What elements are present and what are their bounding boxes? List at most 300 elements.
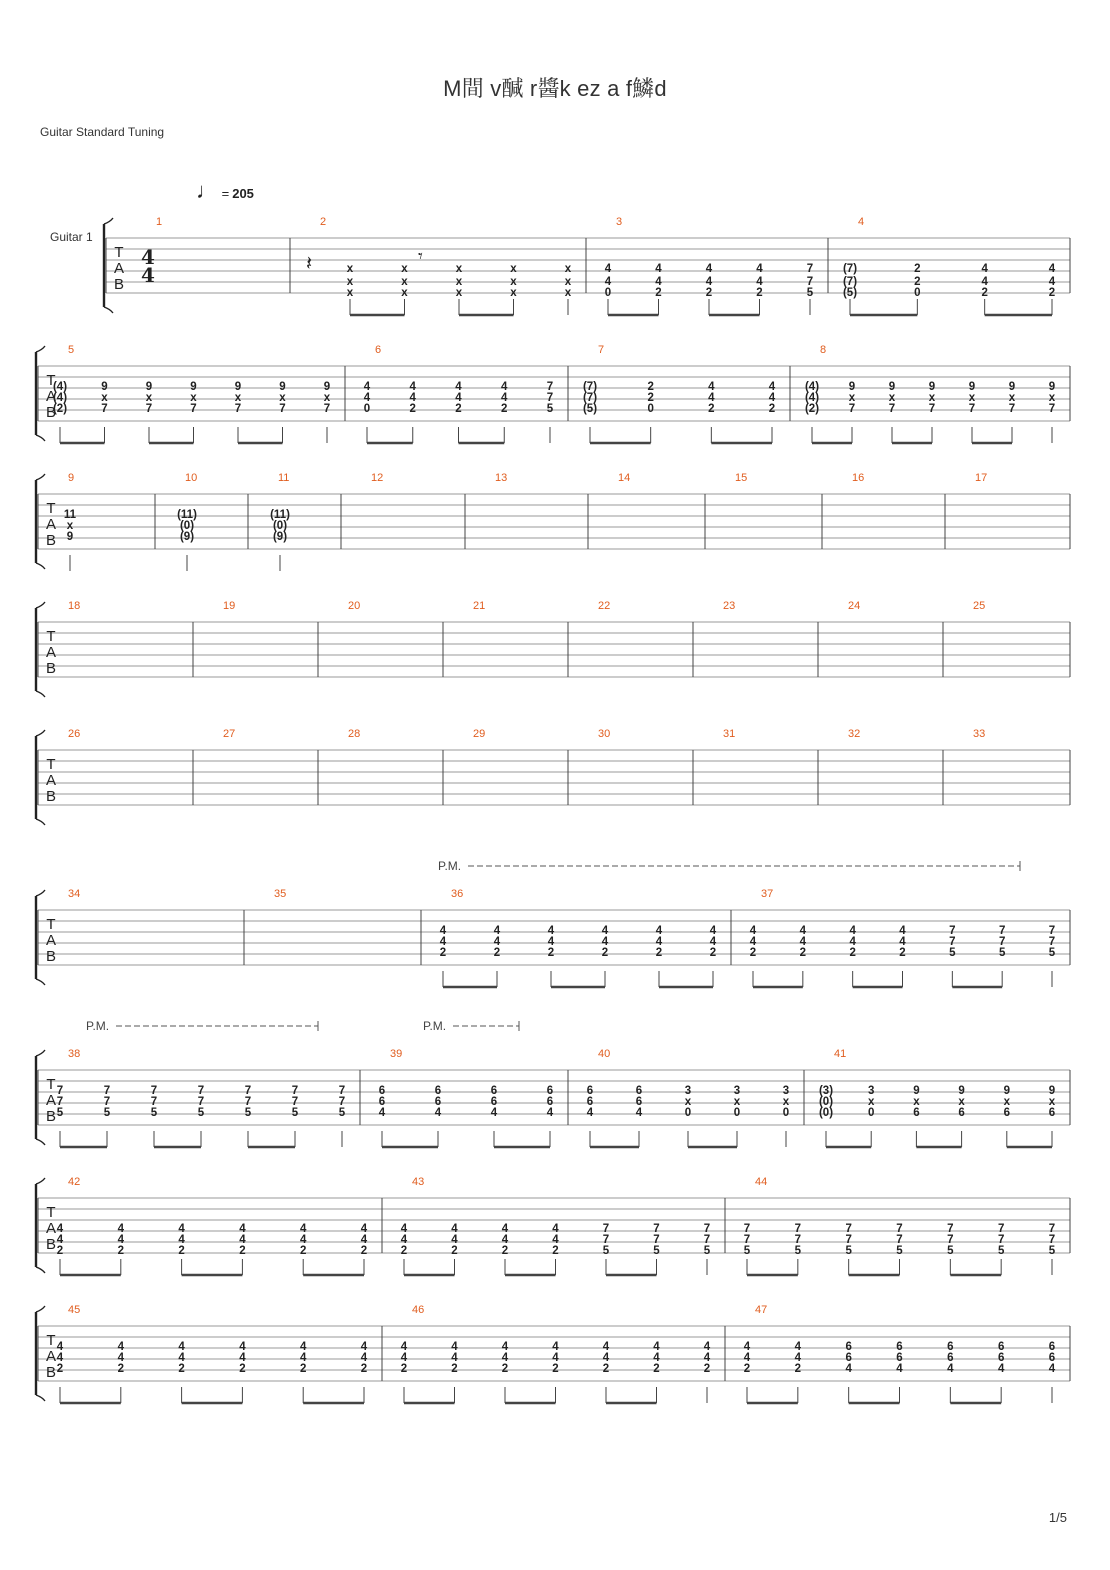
fret-number: 4: [434, 1107, 442, 1119]
fret-number: x: [1048, 392, 1056, 404]
fret-number: 7: [888, 403, 896, 415]
fret-number: 2: [647, 381, 654, 393]
song-title: M間 v醎 r醬k ez a f鱗d: [443, 76, 667, 101]
fret-number: 6: [845, 1352, 852, 1364]
fret-number: 4: [794, 1341, 802, 1353]
fret-number: 0: [867, 1107, 875, 1119]
measure-number: 33: [973, 728, 986, 740]
fret-number: 2: [743, 1363, 751, 1375]
fret-number: 7: [291, 1096, 299, 1108]
fret-number: 7: [845, 1223, 852, 1235]
fret-number: 0: [733, 1107, 741, 1119]
measure-number: 16: [852, 472, 865, 484]
fret-number: 6: [1048, 1341, 1056, 1353]
fret-number: 2: [601, 947, 609, 959]
fret-number: x: [401, 287, 408, 299]
fret-number: 4: [768, 381, 776, 393]
fret-number: 4: [56, 1223, 64, 1235]
fret-number: 6: [586, 1096, 594, 1108]
fret-number: 4: [400, 1223, 408, 1235]
fret-number: 2: [756, 287, 763, 299]
fret-number: 4: [239, 1341, 246, 1353]
tab-clef-t: T: [46, 756, 56, 773]
fret-number: 7: [806, 263, 814, 275]
fret-number: 5: [896, 1245, 903, 1257]
fret-number: x: [279, 392, 286, 404]
measure-number: 38: [68, 1048, 81, 1060]
fret-number: 4: [299, 1352, 307, 1364]
fret-number: 3: [733, 1085, 741, 1097]
measure-number: 31: [723, 728, 736, 740]
fret-number: 4: [178, 1352, 185, 1364]
bracket-cap-bottom: [36, 435, 45, 441]
fret-number: 2: [914, 263, 921, 275]
fret-number: 4: [439, 925, 447, 937]
fret-number: 9: [279, 381, 286, 393]
tab-clef-t: T: [46, 1332, 56, 1349]
fret-number: (7): [842, 276, 858, 288]
fret-number: 4: [117, 1352, 125, 1364]
measure-number: 20: [348, 600, 361, 612]
tab-clef-t: T: [46, 628, 56, 645]
measure-number: 44: [755, 1176, 768, 1188]
fret-number: x: [782, 1096, 790, 1108]
fret-number: 2: [552, 1363, 559, 1375]
fret-number: 9: [101, 381, 108, 393]
measure-number: 26: [68, 728, 81, 740]
tab-clef-a: A: [45, 644, 57, 661]
fret-number: 6: [896, 1341, 903, 1353]
fret-number: x: [848, 392, 856, 404]
fret-number: 7: [279, 403, 286, 415]
fret-number: 9: [1048, 1085, 1056, 1097]
fret-number: 2: [552, 1245, 559, 1257]
measure-number: 46: [412, 1304, 425, 1316]
fret-number: 9: [928, 381, 936, 393]
fret-number: 7: [794, 1234, 802, 1246]
fret-number: x: [323, 392, 331, 404]
measure-number: 40: [598, 1048, 611, 1060]
fret-number: 7: [323, 403, 331, 415]
fret-number: 4: [602, 1352, 610, 1364]
fret-number: x: [510, 263, 517, 275]
tab-clef-a: A: [45, 1348, 57, 1365]
fret-number: 4: [997, 1363, 1005, 1375]
fret-number: 2: [455, 403, 462, 415]
fret-number: 7: [56, 1085, 64, 1097]
time-signature-top: 4: [141, 245, 155, 269]
fret-number: 7: [653, 1223, 660, 1235]
fret-number: 2: [360, 1363, 368, 1375]
fret-number: 0: [363, 403, 371, 415]
fret-number: 4: [705, 276, 713, 288]
measure-number: 8: [820, 344, 827, 356]
fret-number: 7: [845, 1234, 852, 1246]
fret-number: (5): [842, 287, 858, 299]
fret-number: 4: [239, 1234, 246, 1246]
fret-number: x: [564, 263, 572, 275]
fret-number: (0): [179, 520, 195, 532]
fret-number: 4: [1048, 276, 1056, 288]
bracket-cap-top: [36, 890, 45, 896]
fret-number: 4: [899, 936, 906, 948]
fret-number: (0): [818, 1096, 834, 1108]
measure-number: 34: [68, 888, 81, 900]
fret-number: 0: [782, 1107, 790, 1119]
fret-number: 2: [178, 1363, 185, 1375]
tab-staff-system: [36, 600, 1070, 697]
measure-number: 21: [473, 600, 486, 612]
measure-number: 45: [68, 1304, 81, 1316]
eighth-rest-icon: 𝄾: [418, 246, 423, 267]
fret-number: 7: [949, 925, 956, 937]
fret-number: 4: [501, 1223, 509, 1235]
bracket-cap-bottom: [36, 1395, 45, 1401]
fret-number: (3): [818, 1085, 834, 1097]
measure-number: 29: [473, 728, 486, 740]
fret-number: 4: [749, 925, 757, 937]
fret-number: 2: [117, 1363, 125, 1375]
tab-staff-system: [36, 1304, 1070, 1403]
tab-clef-a: A: [45, 1092, 57, 1109]
fret-number: 0: [914, 287, 921, 299]
tempo-equals: =: [221, 186, 230, 201]
fret-number: 9: [234, 381, 242, 393]
measure-number: 7: [598, 344, 605, 356]
fret-number: 6: [997, 1341, 1005, 1353]
measure-number: 19: [223, 600, 236, 612]
fret-number: (2): [52, 403, 68, 415]
fret-number: 9: [968, 381, 976, 393]
fret-number: 5: [103, 1107, 111, 1119]
fret-number: 6: [958, 1107, 965, 1119]
fret-number: 11: [63, 509, 77, 521]
fret-number: 6: [635, 1085, 643, 1097]
fret-number: 6: [913, 1107, 920, 1119]
fret-number: 6: [896, 1352, 903, 1364]
fret-number: 9: [958, 1085, 965, 1097]
fret-number: 7: [806, 276, 814, 288]
fret-number: 7: [602, 1223, 610, 1235]
fret-number: 2: [493, 947, 501, 959]
fret-number: 3: [684, 1085, 692, 1097]
measure-number: 10: [185, 472, 198, 484]
fret-number: x: [733, 1096, 741, 1108]
fret-number: 7: [703, 1234, 711, 1246]
fret-number: 9: [1008, 381, 1016, 393]
fret-number: 2: [705, 287, 713, 299]
fret-number: 4: [1048, 1363, 1056, 1375]
measure-number: 22: [598, 600, 611, 612]
fret-number: x: [1008, 392, 1016, 404]
measure-number: 24: [848, 600, 861, 612]
tab-clef-t: T: [46, 500, 56, 517]
fret-number: 4: [546, 1107, 554, 1119]
fret-number: x: [928, 392, 936, 404]
fret-number: 7: [197, 1085, 205, 1097]
fret-number: 4: [849, 936, 856, 948]
fret-number: 4: [947, 1363, 954, 1375]
fret-number: x: [510, 276, 517, 288]
fret-number: 4: [360, 1352, 368, 1364]
tab-clef-a: A: [45, 932, 57, 949]
tab-staff-system: [36, 472, 1070, 571]
fret-number: 7: [101, 403, 108, 415]
bracket-cap-top: [36, 474, 45, 480]
fret-number: 4: [501, 1234, 509, 1246]
measure-number: 42: [68, 1176, 81, 1188]
fret-number: 2: [981, 287, 988, 299]
fret-number: 4: [653, 1341, 660, 1353]
tab-clef-b: B: [45, 788, 57, 805]
fret-number: 2: [299, 1245, 307, 1257]
bracket-cap-top: [36, 346, 45, 352]
fret-number: 5: [653, 1245, 660, 1257]
fret-number: 7: [743, 1223, 751, 1235]
tab-staff-system: [104, 216, 1070, 315]
fret-number: 2: [117, 1245, 125, 1257]
tab-clef-b: B: [113, 276, 125, 293]
fret-number: 6: [586, 1085, 594, 1097]
fret-number: 7: [997, 1234, 1005, 1246]
fret-number: 4: [299, 1341, 307, 1353]
fret-number: 6: [434, 1085, 442, 1097]
fret-number: 2: [653, 1363, 660, 1375]
fret-number: 4: [899, 925, 906, 937]
fret-number: 4: [490, 1107, 498, 1119]
fret-number: 4: [655, 276, 662, 288]
fret-number: 9: [145, 381, 153, 393]
fret-number: 2: [239, 1363, 246, 1375]
fret-number: 7: [197, 1096, 205, 1108]
tab-clef-a: A: [45, 772, 57, 789]
fret-number: 6: [947, 1352, 954, 1364]
tempo-bpm: 205: [232, 186, 254, 201]
measure-number: 12: [371, 472, 384, 484]
fret-number: 2: [709, 947, 717, 959]
tab-staff-system: [36, 1048, 1070, 1147]
fret-number: 6: [635, 1096, 643, 1108]
palm-mute-label: P.M.: [86, 1019, 110, 1033]
fret-number: 5: [794, 1245, 802, 1257]
fret-number: 7: [998, 936, 1006, 948]
fret-number: 2: [501, 403, 508, 415]
measure-number: 11: [278, 472, 290, 484]
fret-number: x: [66, 520, 74, 532]
fret-number: x: [234, 392, 242, 404]
fret-number: 2: [56, 1245, 64, 1257]
fret-number: 7: [546, 392, 554, 404]
measure-number: 2: [320, 216, 327, 228]
fret-number: 4: [501, 381, 508, 393]
fret-number: 7: [244, 1096, 252, 1108]
bracket-cap-top: [36, 602, 45, 608]
fret-number: 4: [845, 1363, 852, 1375]
fret-number: 7: [896, 1234, 903, 1246]
page-number: 1/5: [1048, 1510, 1067, 1525]
fret-number: (5): [582, 403, 598, 415]
fret-number: 7: [291, 1085, 299, 1097]
fret-number: 4: [799, 925, 807, 937]
fret-number: (4): [52, 392, 68, 404]
fret-number: 7: [998, 925, 1006, 937]
measure-number: 1: [156, 216, 163, 228]
fret-number: 2: [794, 1363, 802, 1375]
fret-number: 3: [867, 1085, 875, 1097]
fret-number: 7: [150, 1085, 158, 1097]
fret-number: 4: [455, 381, 462, 393]
fret-number: 4: [363, 381, 371, 393]
fret-number: 2: [178, 1245, 185, 1257]
fret-number: 5: [546, 403, 554, 415]
fret-number: 2: [647, 392, 654, 404]
palm-mute-marking: [86, 1019, 318, 1033]
fret-number: 7: [338, 1085, 346, 1097]
fret-number: 4: [849, 925, 856, 937]
fret-number: 6: [490, 1085, 498, 1097]
fret-number: x: [101, 392, 108, 404]
fret-number: 7: [145, 403, 153, 415]
fret-number: 9: [913, 1085, 920, 1097]
tab-staff-system: [36, 888, 1070, 987]
fret-number: (4): [804, 381, 820, 393]
fret-number: 4: [299, 1234, 307, 1246]
quarter-note-icon: ♩: [196, 178, 218, 203]
fret-number: 4: [451, 1341, 458, 1353]
fret-number: x: [1048, 1096, 1056, 1108]
bracket-cap-top: [104, 218, 113, 224]
fret-number: x: [888, 392, 896, 404]
bracket-cap-bottom: [36, 1139, 45, 1145]
fret-number: 4: [451, 1223, 458, 1235]
tab-clef-a: A: [45, 1220, 57, 1237]
fret-number: 7: [997, 1223, 1005, 1235]
tab-clef-b: B: [45, 1364, 57, 1381]
fret-number: 4: [601, 925, 609, 937]
fret-number: 4: [1048, 263, 1056, 275]
fret-number: 4: [451, 1234, 458, 1246]
fret-number: 4: [360, 1341, 368, 1353]
fret-number: 6: [947, 1341, 954, 1353]
fret-number: 4: [708, 381, 715, 393]
palm-mute-marking: [423, 1019, 519, 1033]
fret-number: x: [564, 276, 572, 288]
fret-number: 4: [709, 936, 717, 948]
fret-number: 7: [244, 1085, 252, 1097]
fret-number: 5: [949, 947, 956, 959]
fret-number: 9: [1003, 1085, 1011, 1097]
fret-number: 5: [703, 1245, 711, 1257]
fret-number: 7: [968, 403, 976, 415]
fret-number: 7: [1048, 1234, 1056, 1246]
fret-number: 0: [604, 287, 612, 299]
fret-number: 5: [291, 1107, 299, 1119]
fret-number: x: [968, 392, 976, 404]
fret-number: 7: [653, 1234, 660, 1246]
fret-number: 2: [400, 1245, 408, 1257]
fret-number: 7: [848, 403, 856, 415]
fret-number: 7: [103, 1096, 111, 1108]
fret-number: 4: [56, 1341, 64, 1353]
fret-number: 2: [749, 947, 757, 959]
fret-number: 4: [378, 1107, 386, 1119]
fret-number: 4: [178, 1341, 185, 1353]
fret-number: 5: [998, 947, 1006, 959]
fret-number: 7: [703, 1223, 711, 1235]
fret-number: 4: [604, 263, 612, 275]
fret-number: 7: [947, 1223, 954, 1235]
measure-number: 27: [223, 728, 236, 740]
measure-number: 36: [451, 888, 464, 900]
fret-number: (4): [52, 381, 68, 393]
fret-number: 2: [400, 1363, 408, 1375]
fret-number: 5: [602, 1245, 610, 1257]
tab-clef-t: T: [46, 1204, 56, 1221]
fret-number: 7: [1048, 403, 1056, 415]
tab-staff-system: [36, 344, 1070, 443]
fret-number: 4: [705, 263, 713, 275]
fret-number: 7: [234, 403, 242, 415]
fret-number: 7: [190, 403, 197, 415]
fret-number: 5: [947, 1245, 954, 1257]
fret-number: 3: [782, 1085, 790, 1097]
fret-number: 4: [409, 392, 416, 404]
measure-number: 3: [616, 216, 623, 228]
fret-number: 0: [647, 403, 654, 415]
fret-number: x: [455, 263, 463, 275]
fret-number: 7: [949, 936, 956, 948]
fret-number: 4: [743, 1341, 751, 1353]
fret-number: 4: [451, 1352, 458, 1364]
fret-number: 6: [546, 1085, 554, 1097]
fret-number: 4: [799, 936, 807, 948]
tab-staff-system: [36, 1176, 1070, 1275]
fret-number: 4: [409, 381, 416, 393]
fret-number: 0: [684, 1107, 692, 1119]
fret-number: 4: [400, 1341, 408, 1353]
fret-number: x: [455, 287, 463, 299]
fret-number: 4: [655, 263, 662, 275]
measure-number: 18: [68, 600, 81, 612]
measure-number: 30: [598, 728, 611, 740]
instrument-label: Guitar 1: [50, 230, 93, 244]
fret-number: 7: [56, 1096, 64, 1108]
fret-number: 4: [552, 1223, 559, 1235]
tab-clef-a: A: [45, 516, 57, 533]
tab-staff-system: [36, 728, 1070, 825]
fret-number: 4: [117, 1234, 125, 1246]
fret-number: 7: [150, 1096, 158, 1108]
measure-number: 5: [68, 344, 75, 356]
fret-number: 2: [655, 287, 662, 299]
fret-number: 7: [602, 1234, 610, 1246]
measure-number: 25: [973, 600, 986, 612]
fret-number: 4: [703, 1352, 711, 1364]
tab-clef-b: B: [45, 948, 57, 965]
fret-number: 6: [490, 1096, 498, 1108]
tab-clef-t: T: [46, 372, 56, 389]
fret-number: 2: [655, 947, 663, 959]
fret-number: 4: [178, 1223, 185, 1235]
measure-number: 15: [735, 472, 748, 484]
bracket-cap-bottom: [36, 691, 45, 697]
fret-number: 2: [56, 1363, 64, 1375]
bracket-cap-bottom: [36, 819, 45, 825]
fret-number: 2: [799, 947, 807, 959]
fret-number: 4: [360, 1223, 368, 1235]
fret-number: 4: [400, 1352, 408, 1364]
measure-number: 14: [618, 472, 631, 484]
